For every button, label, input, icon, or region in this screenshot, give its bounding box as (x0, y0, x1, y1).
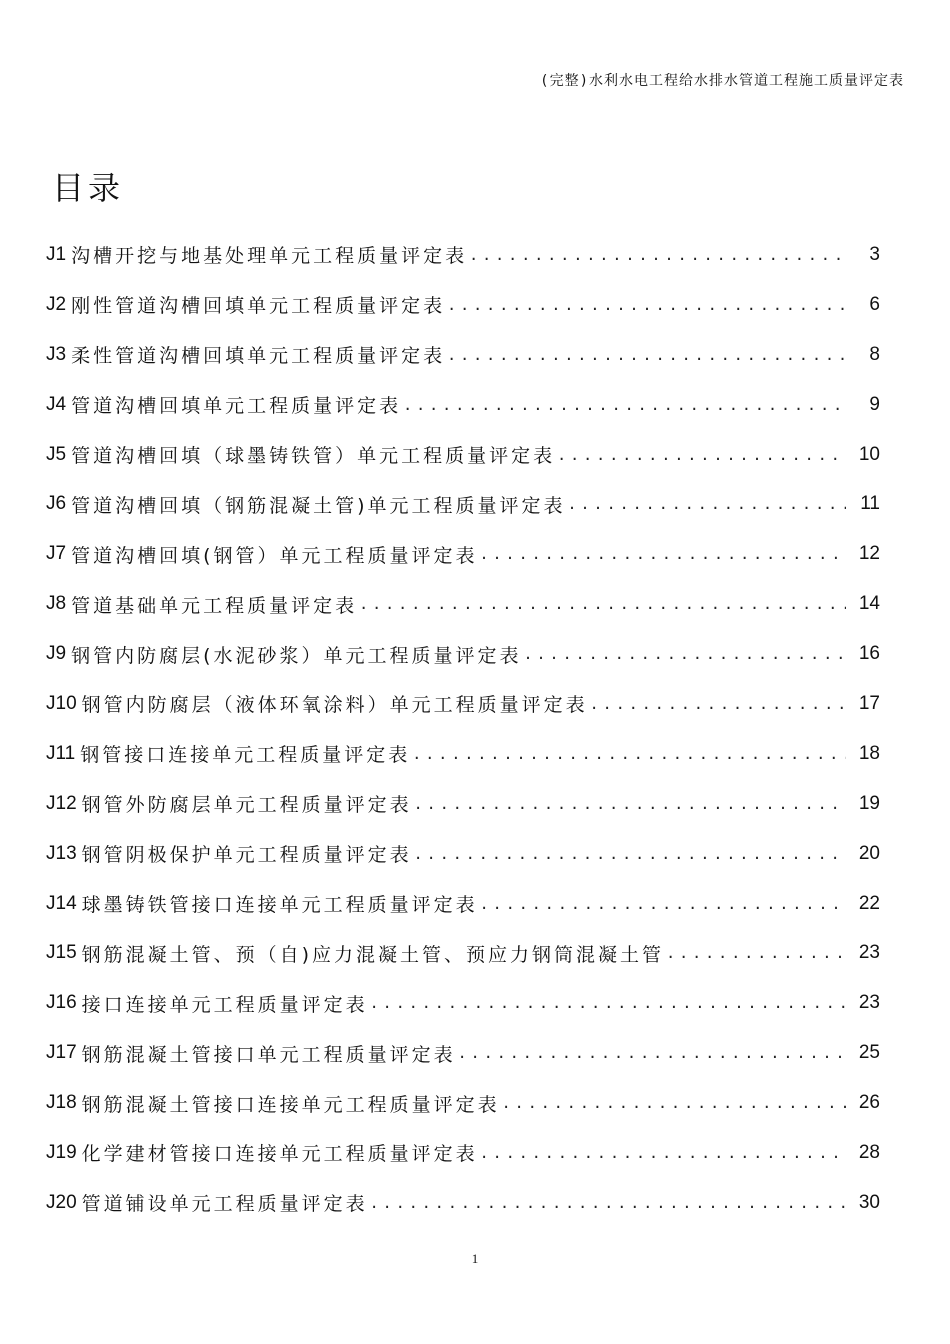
toc-leader-dots (557, 446, 846, 464)
toc-leader-dots (524, 645, 847, 663)
toc-entry-text: 管道铺设单元工程质量评定表 (81, 1193, 368, 1216)
toc-entry-text: 管道沟槽回填单元工程质量评定表 (71, 395, 402, 418)
toc-entry[interactable] (46, 629, 880, 679)
toc-leader-dots (414, 795, 846, 813)
toc-entry-text: 钢筋混凝土管接口连接单元工程质量评定表 (81, 1093, 500, 1116)
toc-leader-dots (359, 595, 846, 613)
toc-leader-dots (469, 246, 846, 264)
toc-entry-text: 接口连接单元工程质量评定表 (81, 993, 368, 1016)
toc-entry-page: 14 (858, 593, 880, 615)
toc-entry-code: J6 (46, 493, 67, 515)
toc-entry-text: 管道沟槽回填(钢管）单元工程质量评定表 (71, 544, 478, 567)
toc-entry-code: J2 (46, 293, 67, 315)
toc-leader-dots (480, 895, 846, 913)
toc-leader-dots (412, 745, 846, 763)
toc-leader-dots (480, 545, 847, 563)
toc-entry-code: J14 (46, 892, 77, 914)
toc-entry[interactable] (46, 978, 880, 1028)
page-number: 1 (471, 1251, 479, 1266)
toc-entry-text: 钢管内防腐层（液体环氧涂料）单元工程质量评定表 (81, 694, 588, 717)
toc-leader-dots (447, 346, 846, 364)
toc-entry[interactable] (46, 1128, 880, 1178)
toc-entry[interactable] (46, 330, 880, 380)
toc-entry[interactable] (46, 779, 880, 829)
toc-leader-dots (666, 944, 846, 962)
toc-entry-code: J17 (46, 1042, 77, 1064)
toc-entry-page: 16 (858, 643, 880, 665)
toc-entry-code: J15 (46, 942, 77, 964)
toc-entry-page: 25 (858, 1042, 880, 1064)
toc-entry[interactable] (46, 529, 880, 579)
toc-entry-page: 23 (858, 942, 880, 964)
toc-entry-text: 管道沟槽回填（钢筋混凝土管)单元工程质量评定表 (71, 494, 566, 517)
toc-entry-code: J12 (46, 792, 77, 814)
toc-entry-code: J7 (46, 543, 67, 565)
toc-entry[interactable] (46, 230, 880, 280)
toc-leader-dots (568, 495, 847, 513)
toc-entry-code: J20 (46, 1191, 77, 1213)
toc-entry[interactable] (46, 1178, 880, 1228)
toc-entry[interactable] (46, 1078, 880, 1128)
toc-entry-text: 钢筋混凝土管、预（自)应力混凝土管、预应力钢筒混凝土管 (81, 943, 665, 966)
toc-entry-text: 管道沟槽回填（球墨铸铁管）单元工程质量评定表 (71, 445, 556, 467)
toc-leader-dots (370, 1194, 846, 1212)
toc-leader-dots (480, 1144, 846, 1162)
toc-entry-page: 23 (858, 992, 880, 1014)
toc-entry[interactable] (46, 579, 880, 629)
toc-entry-code: J8 (46, 593, 67, 615)
toc-leader-dots (590, 695, 846, 713)
toc-entry-text: 钢筋混凝土管接口单元工程质量评定表 (81, 1043, 456, 1066)
toc-entry-text: 钢管内防腐层(水泥砂浆）单元工程质量评定表 (71, 644, 522, 667)
toc-entry-page: 6 (869, 293, 880, 315)
toc-entry-page: 20 (858, 842, 880, 864)
toc-entry-code: J9 (46, 643, 67, 665)
toc-entry-page: 28 (858, 1141, 880, 1163)
toc-entry-page: 8 (869, 343, 880, 365)
toc-entry-code: J10 (46, 692, 77, 714)
toc-entry[interactable] (46, 280, 880, 330)
toc-entry[interactable] (46, 679, 880, 729)
toc-entry-page: 10 (858, 443, 880, 465)
toc-entry-code: J3 (46, 343, 67, 365)
toc-entry-page: 17 (858, 692, 880, 714)
toc-entry[interactable] (46, 829, 880, 879)
toc-title: 目录 (52, 169, 125, 207)
toc-entry-code: J11 (46, 742, 76, 764)
toc-entry-page: 22 (858, 892, 880, 914)
toc-entry-code: J5 (46, 443, 67, 465)
toc-leader-dots (458, 1044, 846, 1062)
toc-entry-code: J18 (46, 1092, 77, 1114)
toc-entry-code: J19 (46, 1141, 77, 1163)
toc-entry-page: 11 (860, 493, 880, 515)
toc-entry-text: 钢管外防腐层单元工程质量评定表 (81, 794, 412, 817)
toc-entry-text: 管道基础单元工程质量评定表 (71, 594, 358, 617)
toc-leader-dots (370, 994, 846, 1012)
toc-entry-text: 钢管接口连接单元工程质量评定表 (80, 744, 411, 767)
toc-entry-code: J4 (46, 393, 67, 415)
toc-entry-text: 钢管阴极保护单元工程质量评定表 (81, 844, 412, 867)
toc-entry[interactable] (46, 380, 880, 430)
toc-entry[interactable] (46, 430, 880, 480)
toc-entry-page: 19 (858, 792, 880, 814)
toc-entry-code: J13 (46, 842, 77, 864)
running-header: (完整)水利水电工程给水排水管道工程施工质量评定表 (540, 73, 904, 89)
toc-entry[interactable] (46, 729, 880, 779)
toc-entry-page: 9 (869, 393, 880, 415)
toc-entry[interactable] (46, 1028, 880, 1078)
toc-leader-dots (403, 396, 846, 414)
toc-entry-text: 柔性管道沟槽回填单元工程质量评定表 (71, 345, 446, 368)
toc-entry-page: 26 (858, 1092, 880, 1114)
toc-entry[interactable] (46, 479, 880, 529)
toc-leader-dots (414, 845, 846, 863)
toc-list (46, 230, 880, 1228)
toc-entry[interactable] (46, 879, 880, 929)
toc-entry-text: 刚性管道沟槽回填单元工程质量评定表 (71, 295, 446, 318)
toc-entry-text: 化学建材管接口连接单元工程质量评定表 (81, 1143, 478, 1166)
toc-entry-code: J16 (46, 992, 77, 1014)
toc-leader-dots (502, 1094, 846, 1112)
toc-entry-page: 30 (858, 1191, 880, 1213)
toc-entry-code: J1 (46, 243, 67, 265)
toc-entry-text: 沟槽开挖与地基处理单元工程质量评定表 (71, 245, 468, 268)
toc-entry-page: 3 (869, 243, 880, 265)
toc-entry-text: 球墨铸铁管接口连接单元工程质量评定表 (81, 894, 478, 917)
toc-entry-page: 18 (858, 742, 880, 764)
toc-leader-dots (447, 296, 846, 314)
toc-entry[interactable] (46, 928, 880, 978)
toc-entry-page: 12 (858, 543, 880, 565)
